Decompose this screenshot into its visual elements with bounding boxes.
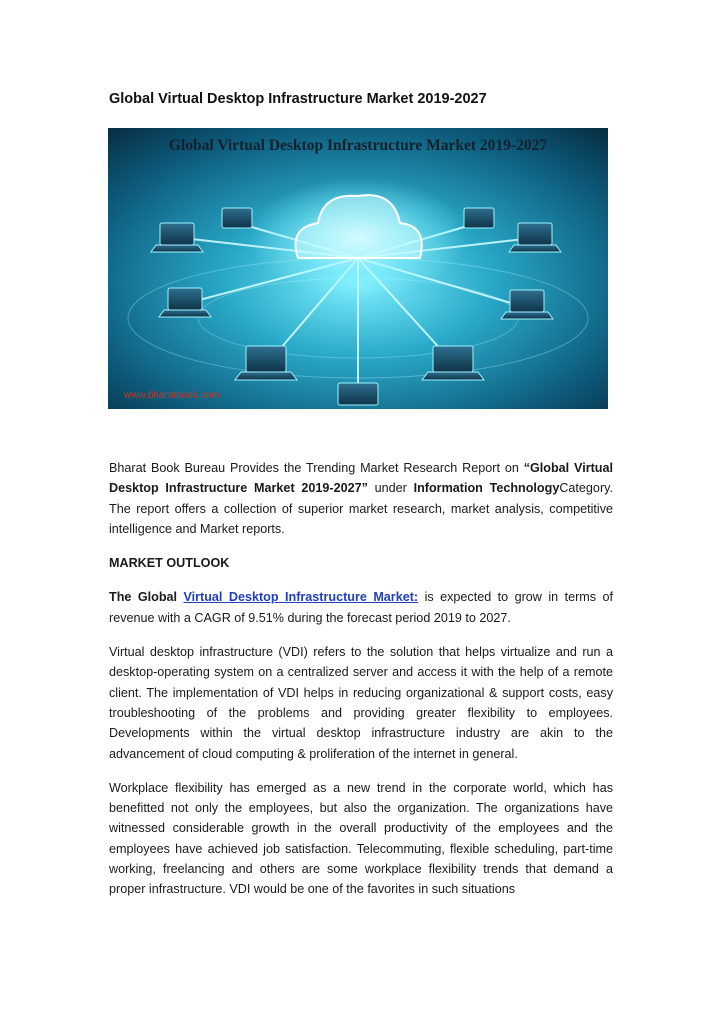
body-paragraph: Virtual desktop infrastructure (VDI) refers to the solution that helps virtualize and run a desktop-operating system on a centralized server and access it with the help of a remote client. The implementation of VDI helps in reducing organizational & support costs, easy troubleshooting of the problems and providing greater flexibility to employees. Developments within the virtual desktop infrastructure industry are akin to the advancement of cloud computing & proliferation of the internet in general. <box>109 645 613 761</box>
banner-title: Global Virtual Desktop Infrastructure Market 2019-2027 <box>168 137 548 154</box>
intro-paragraph <box>109 458 613 539</box>
document-body <box>109 458 613 914</box>
intro-text: Bharat Book Bureau Provides the Trending Market Research Report on <box>109 461 524 475</box>
market-report-link-colon[interactable]: : <box>413 590 419 605</box>
body-paragraph: Workplace flexibility has emerged as a new trend in the corporate world, which has benefitted not only the employees, but also the organization. The organizations have witnessed considerable growth in the overall productivity of the employees and the employees have achieved job satisfaction. Telecommuting, flexible scheduling, part-time working, freelancing and others are some workplace flexibility trends that demand a proper infrastructure. VDI would be one of the favorites in such situations <box>109 780 613 897</box>
banner-image <box>108 128 608 409</box>
intro-text: under <box>367 481 414 496</box>
outlook-paragraph <box>109 587 613 628</box>
banner-watermark: www.bharatbook.com <box>124 390 220 401</box>
section-heading: MARKET OUTLOOK <box>109 556 230 571</box>
outlook-lead: The Global <box>109 590 184 605</box>
category-name: Information Technology <box>413 481 560 496</box>
document-title: Global Virtual Desktop Infrastructure Market 2019-2027 <box>109 91 487 107</box>
outlook-text: is expected to grow in terms of revenue with a CAGR of 9.51% during the forecast period 2019 to 2027. <box>109 590 614 625</box>
report-name: “Global Virtual Desktop Infrastructure Market 2019-2027” <box>109 461 613 496</box>
intro-text: Category. The report offers a collection of superior market research, market analysis, competitive intelligence and Market reports. <box>109 481 613 536</box>
market-report-link[interactable]: Virtual Desktop Infrastructure Market <box>183 590 414 605</box>
